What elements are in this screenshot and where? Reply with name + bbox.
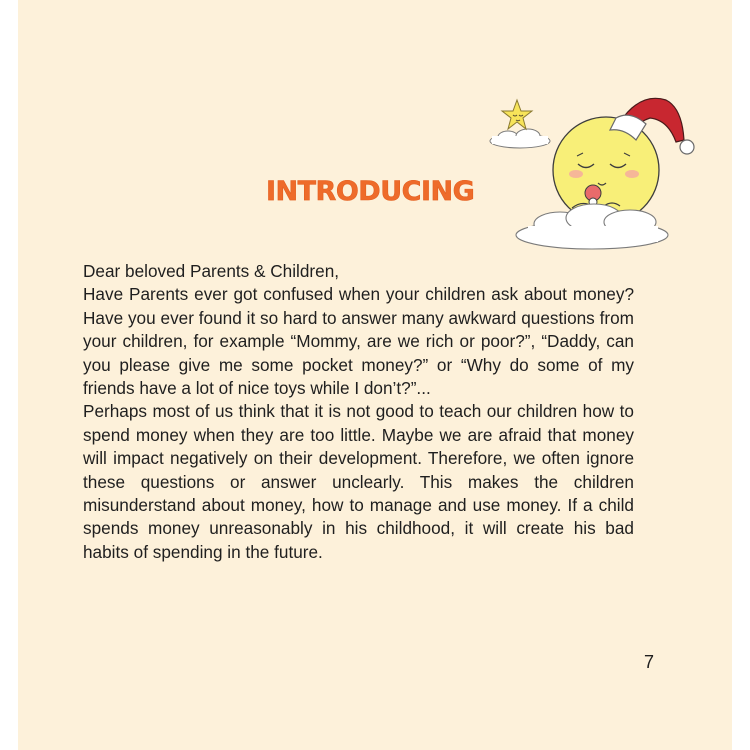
greeting: Dear beloved Parents & Children, [83, 261, 340, 281]
body-text [83, 260, 634, 564]
paragraph-2: Perhaps most of us think that it is not good to teach our children how to spend money when they are too little. Maybe we are afraid that money will impact negatively on their development. Therefore, we often ignore these questions or answer unclearly. This makes the children misunderstand about money, how to manage and use money. If a child spends money unreasonably in his childhood, it will create his bad habits of spending in the future. [83, 401, 634, 562]
page-title: INTRODUCING [266, 176, 475, 207]
paragraph-1: Have Parents ever got confused when your children ask about money? Have you ever found it so hard to answer many awkward questions from your children, for example “Mommy, are we rich or poor?”, “Daddy, can you please give me some pocket money?” or “Why do some of my friends have a lot of nice toys while I don’t?”... [83, 284, 634, 399]
page-number: 7 [644, 652, 655, 672]
star-icon [490, 100, 550, 148]
book-page [18, 0, 732, 750]
cloud-icon [516, 204, 668, 249]
illustration [470, 92, 700, 262]
